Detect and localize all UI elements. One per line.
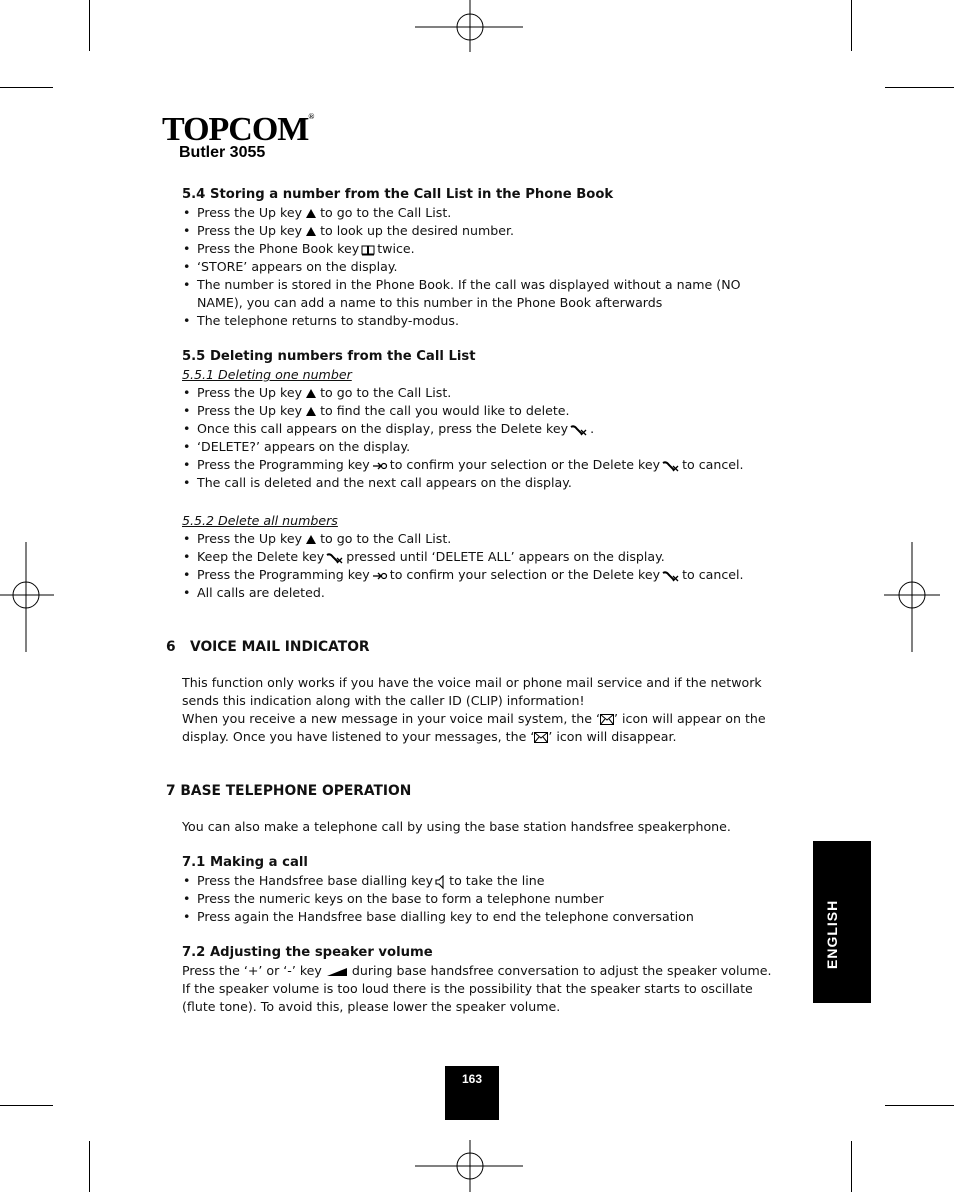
model-name: Butler 3055 [179, 144, 266, 161]
list-item: • Once this call appears on the display, press the Delete key . [182, 420, 782, 438]
delete-key-icon [662, 460, 680, 472]
up-triangle-icon [306, 209, 316, 218]
programming-key-icon [372, 460, 388, 472]
list-item: • Press the Handsfree base dialling key to take the line [182, 872, 782, 890]
language-label: ENGLISH [824, 899, 840, 969]
crop-mark [851, 1141, 852, 1192]
delete-key-icon [662, 570, 680, 582]
crop-mark [0, 1105, 53, 1106]
list-item: • Press the Phone Book key twice. [182, 240, 782, 258]
brand-logo: TOPCOM® [162, 111, 314, 148]
list-item: • Keep the Delete key pressed until ‘DELETE ALL’ appears on the display. [182, 548, 782, 566]
programming-key-icon [372, 570, 388, 582]
section-5-4-list [182, 204, 782, 330]
up-triangle-icon [306, 535, 316, 544]
section-5-5-1-title: 5.5.1 Deleting one number [182, 367, 352, 382]
section-7-intro: You can also make a telephone call by using the base station handsfree speakerphone. [182, 819, 731, 834]
delete-key-icon [570, 424, 588, 436]
section-5-5-2-list [182, 530, 782, 602]
speaker-icon [435, 875, 447, 889]
registration-mark-top [415, 0, 525, 52]
crop-mark [885, 1105, 954, 1106]
section-6-paragraph: This function only works if you have the voice mail or phone mail service and if the network sends this indication along with the caller ID (CLIP) information! [182, 675, 762, 708]
list-item: • Press the Up key to look up the desired number. [182, 222, 782, 240]
crop-mark [0, 87, 53, 88]
list-item: • Press the Programming key to confirm your selection or the Delete key to cancel. [182, 456, 782, 474]
up-triangle-icon [306, 389, 316, 398]
envelope-icon [600, 714, 614, 725]
phone-book-icon [361, 244, 375, 256]
delete-key-icon [326, 552, 344, 564]
list-item: • Press the Up key to go to the Call List. [182, 530, 782, 548]
crop-mark [89, 1141, 90, 1192]
language-tab [813, 841, 871, 1003]
section-5-5-1-list [182, 384, 782, 492]
volume-ramp-icon [326, 967, 348, 977]
crop-mark [851, 0, 852, 51]
section-7-1-title: 7.1 Making a call [182, 855, 308, 870]
list-item: • Press again the Handsfree base dialling key to end the telephone conversation [182, 908, 782, 926]
manual-content [166, 186, 782, 1016]
list-item: • All calls are deleted. [182, 584, 782, 602]
crop-mark [885, 87, 954, 88]
list-item: • The call is deleted and the next call appears on the display. [182, 474, 782, 492]
section-7-1-list [182, 872, 782, 926]
page-number: 163 [445, 1066, 499, 1120]
up-triangle-icon [306, 407, 316, 416]
list-item: • Press the Up key to go to the Call List. [182, 204, 782, 222]
list-item: • ‘DELETE?’ appears on the display. [182, 438, 782, 456]
section-7-title: 7 BASE TELEPHONE OPERATION [166, 783, 412, 799]
envelope-icon [534, 732, 548, 743]
up-triangle-icon [306, 227, 316, 236]
registration-mark-bottom [415, 1140, 525, 1192]
list-item: • Press the Up key to go to the Call List. [182, 384, 782, 402]
list-item: • The number is stored in the Phone Book. If the call was displayed without a name (NO NAME), you can add a name to this number in the Phone Book afterwards [182, 276, 782, 312]
list-item: • ‘STORE’ appears on the display. [182, 258, 782, 276]
section-7-2-title: 7.2 Adjusting the speaker volume [182, 945, 433, 960]
registration-mark-left [0, 542, 54, 652]
section-5-4-title: 5.4 Storing a number from the Call List in the Phone Book [182, 187, 614, 202]
section-6-paragraph: When you receive a new message in your voice mail system, the ‘ ’ icon will appear on the display. Once you have listened to your messages, the ‘ ’ icon will disappear. [182, 711, 766, 744]
crop-mark [89, 0, 90, 51]
section-6-title: 6 VOICE MAIL INDICATOR [166, 639, 370, 655]
list-item: • The telephone returns to standby-modus. [182, 312, 782, 330]
list-item: • Press the Programming key to confirm your selection or the Delete key to cancel. [182, 566, 782, 584]
list-item: • Press the numeric keys on the base to form a telephone number [182, 890, 782, 908]
list-item: • Press the Up key to find the call you would like to delete. [182, 402, 782, 420]
section-7-2-paragraph: Press the ‘+’ or ‘-’ key during base handsfree conversation to adjust the speaker volume. If the speaker volume is too loud there is the possibility that the speaker starts to oscillate (flute tone). To avoid this, please lower the speaker volume. [182, 963, 772, 1014]
registration-mark-right [884, 542, 954, 652]
section-5-5-2-title: 5.5.2 Delete all numbers [182, 513, 338, 528]
section-5-5-title: 5.5 Deleting numbers from the Call List [182, 349, 476, 364]
